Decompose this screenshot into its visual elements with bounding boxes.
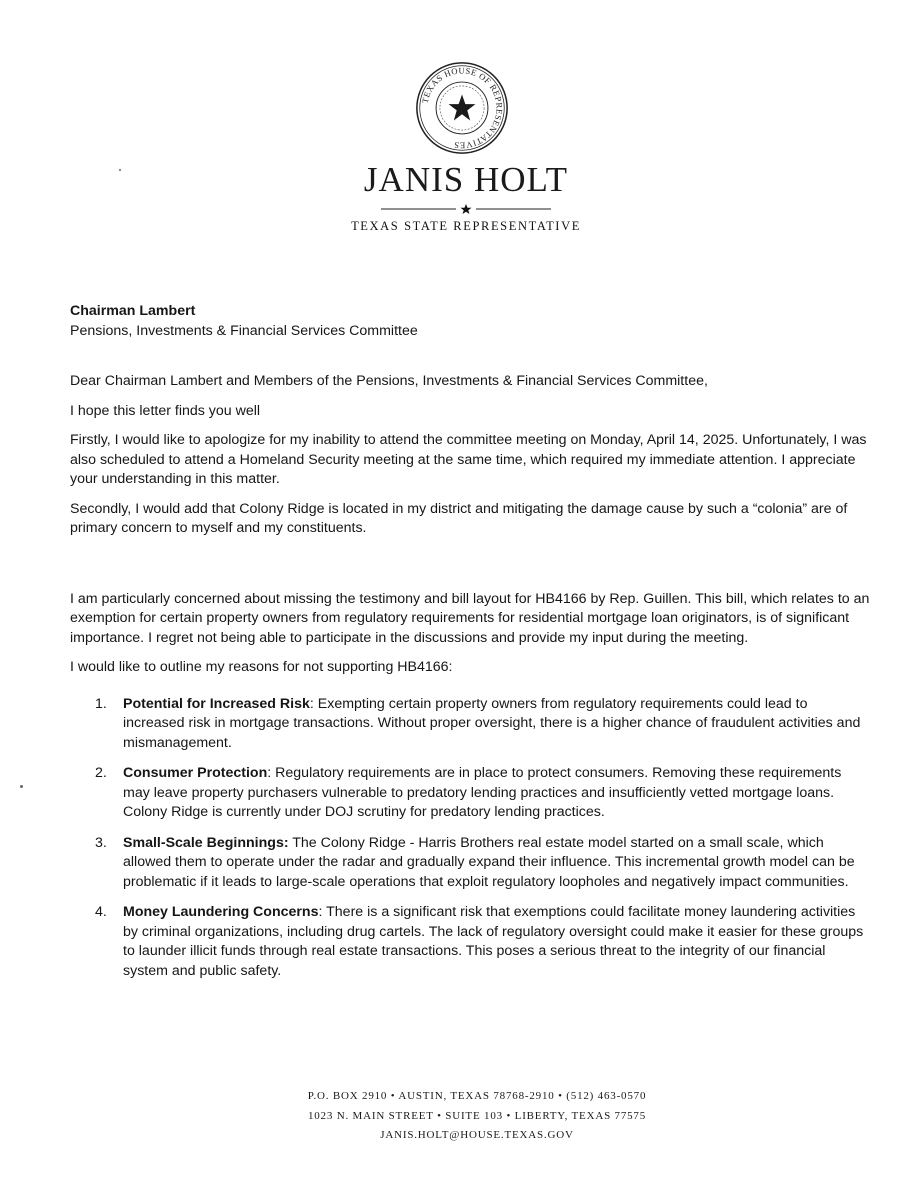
recipient-name: Chairman Lambert [70,303,196,319]
footer-email: JANIS.HOLT@HOUSE.TEXAS.GOV [380,1129,574,1141]
scan-speck [20,785,23,788]
reason-text: : Regulatory requirements are in place to protect consumers. Removing these requirements may leave property purchasers vulnerable to predatory lending practices and insufficiently vetted mortgage loans. Colony Ridge is currently under DOJ scrutiny for predatory lending practices. [123,765,842,820]
apology-paragraph: Firstly, I would like to apologize for my inability to attend the committee meeting on Monday, April 14, 2025. Unfortunately, I was also scheduled to attend a Homeland Security meeting at the same time, which required my immediate attention. I appreciate your understanding in this matter. [70,432,867,487]
representative-title: TEXAS STATE REPRESENTATIVE [351,219,581,233]
reason-number: 2. [95,765,107,781]
letterhead [0,60,924,234]
scan-speck [119,169,121,171]
salutation: Dear Chairman Lambert and Members of the Pensions, Investments & Financial Services Committee, [70,373,708,389]
star-divider [381,202,551,216]
reason-item [70,695,870,754]
greeting-paragraph: I hope this letter finds you well [70,402,261,419]
reason-number: 1. [95,695,107,712]
recipient-committee: Pensions, Investments & Financial Services Committee [70,322,418,339]
district-paragraph: Secondly, I would add that Colony Ridge is located in my district and mitigating the damage cause by such a “colonia” are of primary concern to myself and my constituents. [70,500,848,536]
reason-item [70,903,870,981]
reason-title: Consumer Protection [123,765,268,781]
reason-item [70,764,870,823]
house-seal-icon [414,60,510,156]
reason-text: : There is a significant risk that exemptions could facilitate money laundering activities by criminal organizations, including drug cartels. The lack of regulatory oversight could make it easier for these groups to launder illicit funds through real estate transactions. This poses a serious threat to the integrity of our financial system and public safety. [123,904,864,979]
footer-mailing-address: P.O. BOX 2910 • AUSTIN, TEXAS 78768-2910 • (512) 463-0570 [307,1090,647,1102]
reason-number: 3. [95,834,107,851]
footer-contact [0,1087,924,1146]
star-icon [461,204,472,214]
reasons-intro: I would like to outline my reasons for not supporting HB4166: [70,659,453,675]
reason-text: The Colony Ridge - Harris Brothers real estate model started on a small scale, which allowed them to operate under the radar and gradually expand their influence. This incremental growth model can be problematic if it leads to large-scale operations that exploit regulatory loopholes and negatively impact communities. [123,834,855,890]
reason-number: 4. [95,904,107,920]
reason-title: Potential for Increased Risk [123,695,310,712]
concern-paragraph: I am particularly concerned about missing the testimony and bill layout for HB4166 by Rep. Guillen. This bill, which relates to an exemption for certain property owners from regulatory requirements for residential mortgage loan originators, is of significant importance. I regret not being able to participate in the discussions and provide my input during the meeting. [70,590,870,646]
svg-text:TEXAS HOUSE OF REPRESENTATIVES: TEXAS HOUSE OF REPRESENTATIVES [419,65,505,151]
reason-title: Money Laundering Concerns [123,904,319,920]
reason-title: Small-Scale Beginnings: [123,834,289,851]
reasons-list [70,695,870,982]
letter-body [70,302,870,981]
reason-item [70,834,870,893]
footer-district-address: 1023 N. MAIN STREET • SUITE 103 • LIBERTY, TEXAS 77575 [307,1109,647,1122]
representative-name: JANIS HOLT [363,160,569,199]
reason-text: : Exempting certain property owners from regulatory requirements could lead to increased risk in mortgage transactions. Without proper oversight, there is a higher chance of fraudulent activities and mismanagement. [123,695,861,751]
